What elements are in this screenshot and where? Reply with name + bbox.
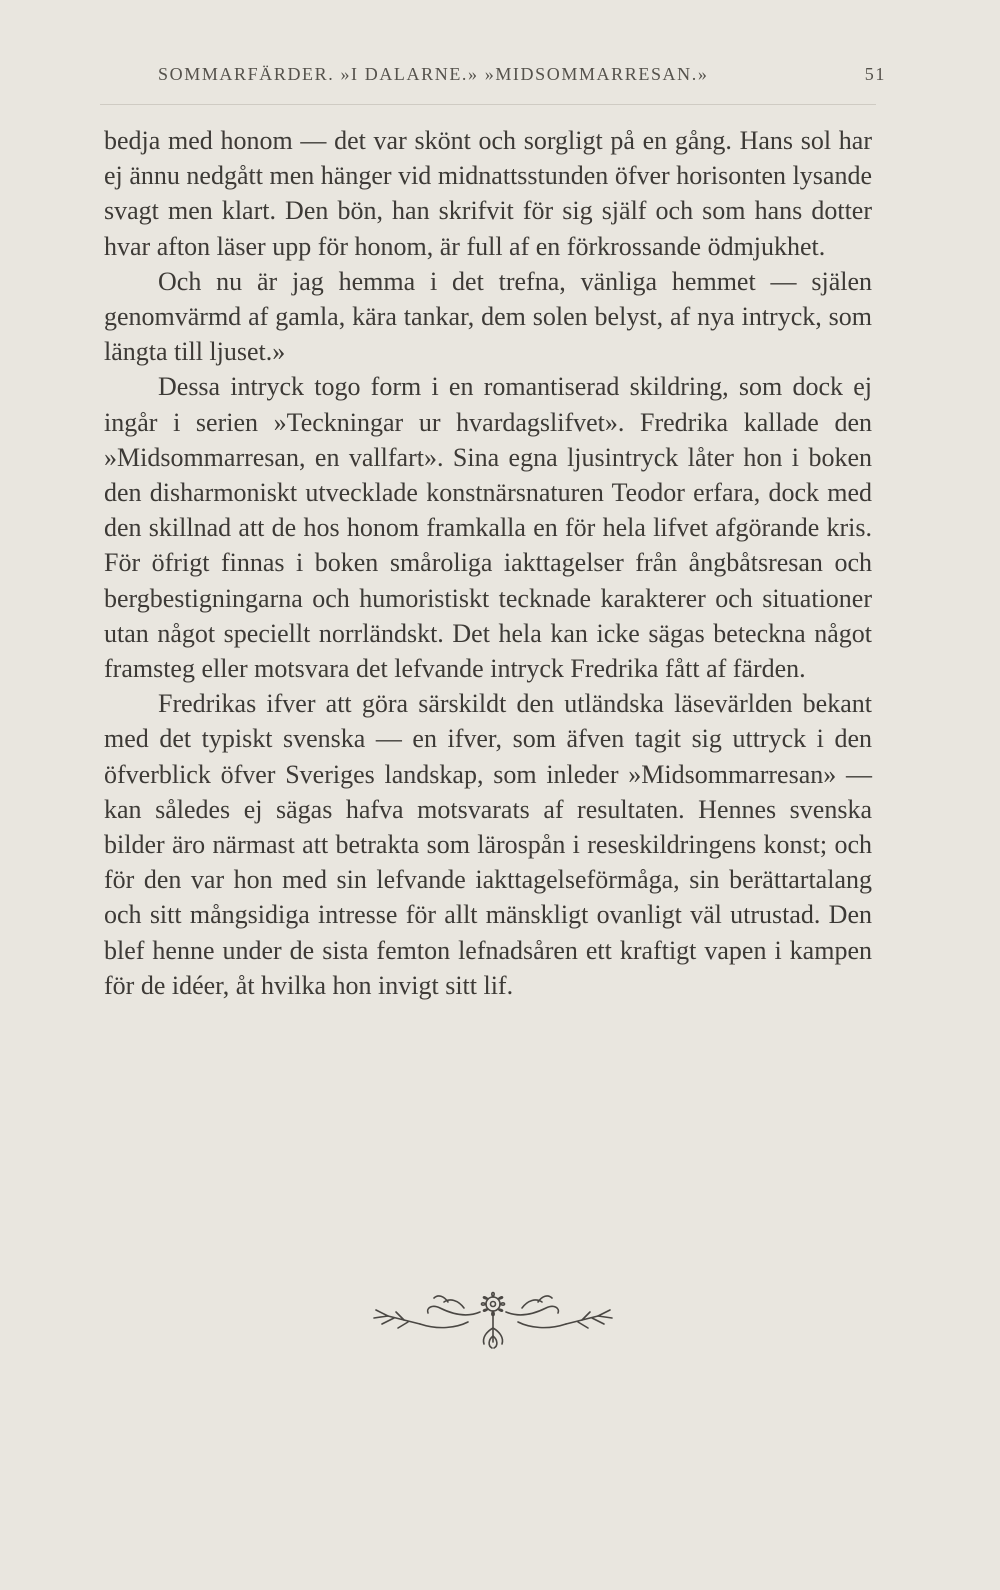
header-section-titles: SOMMARFÄRDER. »I DALARNE.» »MIDSOMMARRESAN.» [158, 64, 709, 84]
paragraph-midsommarresan: Dessa intryck togo form i en romantiserad skildring, som dock ej ingår i serien »Teckningar ur hvardagslifvet». Fredrika kallade den »Midsommarresan, en vallfart». Sina egna ljusintryck låter hon i boken den disharmoniskt utvecklade konstnärsnaturen Teodor erfara, dock med den skillnad att de hos honom framkalla en för hela lifvet afgörande kris. För öfrigt finnas i boken småroliga iakttagelser från ångbåtsresan och bergbestigningarna och humoristiskt tecknade karakterer och situationer utan något speciellt norrländskt. Det hela kan icke sägas beteckna något framsteg eller motsvara det lefvande intryck Fredrika fått af färden. [104, 372, 872, 684]
header-rule [100, 104, 876, 105]
body-text [104, 123, 872, 1003]
paragraph-quote-end: Och nu är jag hemma i det trefna, vänliga hemmet — själen genomvärmd af gamla, kära tankar, dem solen belyst, af nya intryck, som längta till ljuset.» [104, 266, 872, 367]
paragraph-continued: bedja med honom — det var skönt och sorgligt på en gång. Hans sol har ej ännu nedgått men hänger vid midnattsstunden öfver horisonten lysande svagt men klart. Den bön, han skrifvit för sig själf och som hans dotter hvar afton läser upp för honom, är full af en förkrossande ödmjukhet. [104, 126, 872, 261]
floral-ornament-icon [368, 1278, 618, 1358]
paragraph-conclusion: Fredrikas ifver att göra särskildt den utländska läsevärlden bekant med det typiskt svenska — en ifver, som äfven tagit sig uttryck i den öfverblick öfver Sveriges landskap, som inleder »Midsommarresan» — kan således ej sägas hafva motsvarats af resultaten. Hennes svenska bilder äro närmast att betrakta som lärospån i reseskildringens konst; och för den var hon med sin lefvande iakttagelseförmåga, sin berättartalang och sitt mångsidiga intresse för allt mänskligt ovanligt väl utrustad. Den blef henne under de sista femton lefnadsåren ett kraftigt vapen i kampen för de idéer, åt hvilka hon invigt sitt lif. [104, 689, 872, 1000]
page-number: 51 [864, 64, 886, 84]
